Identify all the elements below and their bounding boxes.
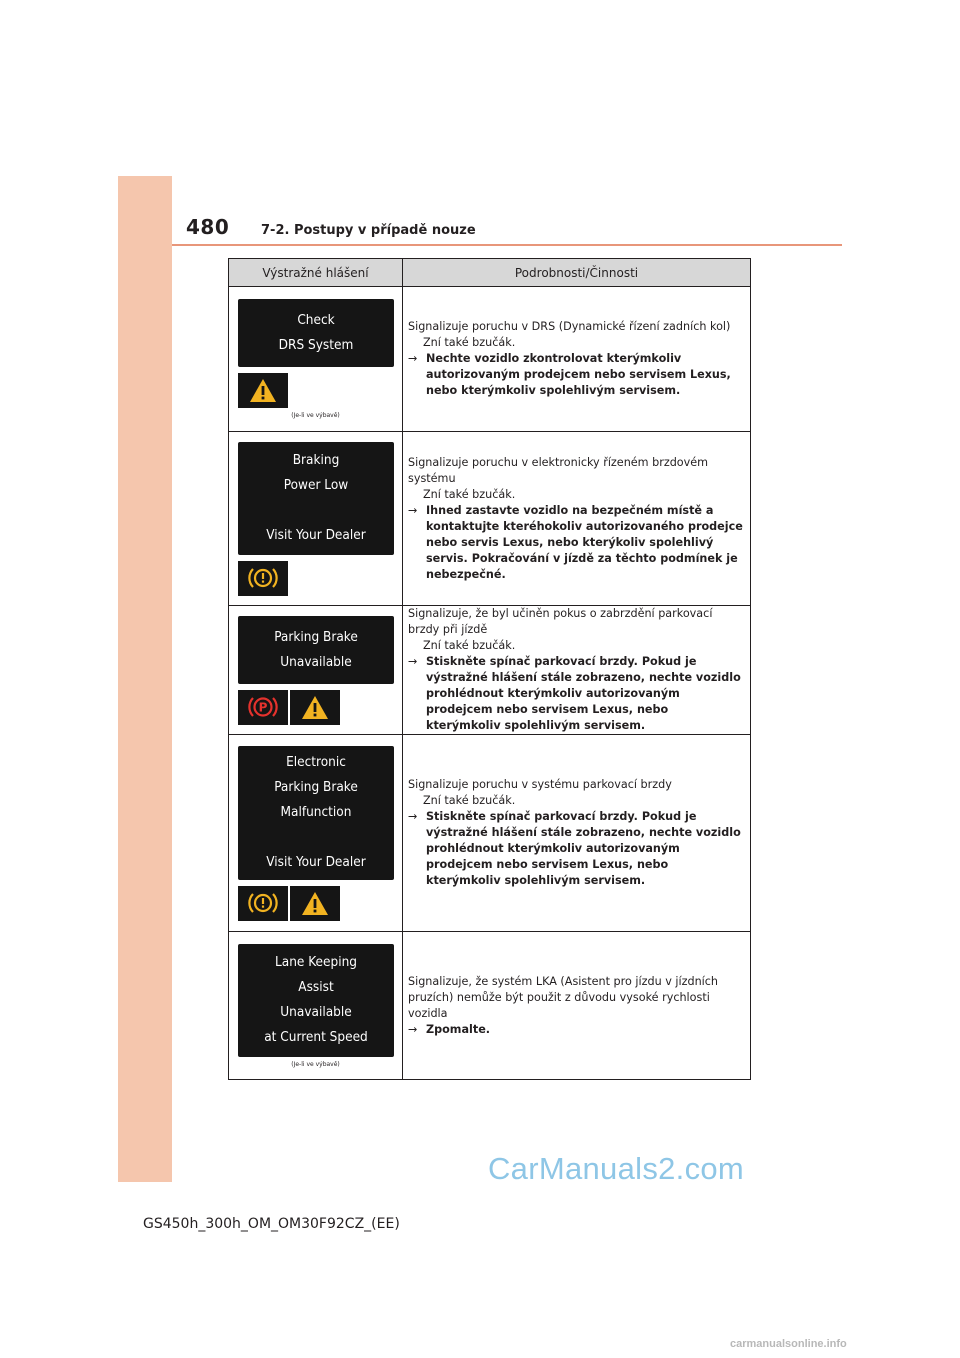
action-text <box>408 809 744 889</box>
table-header-row <box>229 259 751 287</box>
description-text: Signalizuje poruchu v elektronicky řízeném brzdovém systému <box>408 455 709 485</box>
indicator-icons <box>238 886 402 921</box>
header-rule <box>172 244 842 246</box>
description-text: Signalizuje poruchu v systému parkovací brzdy <box>408 778 672 791</box>
brake-system-warning-icon <box>238 886 288 921</box>
action-label: Zpomalte. <box>426 1022 491 1036</box>
column-header-details: Podrobnosti/Činnosti <box>403 259 751 287</box>
display-screen <box>238 442 394 555</box>
screen-line: Lane Keeping <box>275 954 357 970</box>
screen-line: Braking <box>292 452 340 468</box>
screen-line: Malfunction <box>280 804 352 820</box>
brake-system-warning-icon <box>238 561 288 596</box>
parking-brake-icon <box>238 690 288 725</box>
equipment-note: (Je-li ve výbavě) <box>291 1060 340 1068</box>
display-screen <box>238 944 394 1057</box>
display-screen <box>238 299 394 367</box>
action-label: Stiskněte spínač parkovací brzdy. Pokud je výstražné hlášení stále zobrazeno, nechte vozidlo prohlédnout kterýmkoliv autorizovaným prodejcem nebo servisem Lexus, nebo kterýmkoliv spolehlivým servisem. <box>426 810 741 887</box>
screen-line: Check <box>297 312 335 328</box>
screen-line: Parking Brake <box>274 779 358 795</box>
page-number: 480 <box>186 215 230 239</box>
action-text <box>408 654 744 734</box>
buzzer-note: Zní také bzučák. <box>423 794 516 807</box>
warning-triangle-icon <box>290 886 340 921</box>
svg-text:P: P <box>258 700 268 715</box>
watermark-secondary: carmanualsonline.info <box>730 1338 847 1350</box>
details-cell <box>403 735 751 932</box>
arrow-icon: → <box>408 352 418 365</box>
arrow-icon: → <box>408 503 418 517</box>
arrow-icon: → <box>408 810 418 823</box>
buzzer-note: Zní také bzučák. <box>423 336 516 349</box>
action-text <box>408 503 744 583</box>
screen-gap <box>238 498 394 523</box>
details-cell <box>403 606 751 735</box>
column-header-message: Výstražné hlášení <box>229 259 403 287</box>
screen-line: at Current Speed <box>264 1029 368 1045</box>
description-text: Signalizuje poruchu v DRS (Dynamické řízení zadních kol) <box>408 320 731 333</box>
watermark-primary: CarManuals2.com <box>488 1151 745 1186</box>
screen-gap <box>238 825 394 850</box>
indicator-icons <box>238 373 402 408</box>
action-label: Ihned zastavte vozidlo na bezpečném místě a kontaktujte kteréhokoliv autorizovaného prodejce nebo servis Lexus, nebo kterýkoliv spolehlivý servis. Pokračování v jízdě za těchto podmínek je nebezpečné. <box>426 503 743 581</box>
document-code: GS450h_300h_OM_OM30F92CZ_(EE) <box>143 1216 400 1232</box>
action-label: Stiskněte spínač parkovací brzdy. Pokud je výstražné hlášení stále zobrazeno, nechte vozidlo prohlédnout kterýmkoliv autorizovaným prodejcem nebo servisem Lexus, nebo kterýmkoliv spolehlivým servisem. <box>426 655 741 732</box>
table-row <box>229 606 751 735</box>
screen-line: Unavailable <box>280 653 352 670</box>
description-text: Signalizuje, že systém LKA (Asistent pro jízdu v jízdních pruzích) nemůže být použit z důvodu vysoké rychlosti vozidla <box>408 974 719 1020</box>
arrow-icon: → <box>408 1022 418 1036</box>
buzzer-note: Zní také bzučák. <box>423 639 516 652</box>
screen-line: Visit Your Dealer <box>266 527 366 543</box>
screen-line: Electronic <box>286 754 346 770</box>
description-text: Signalizuje, že byl učiněn pokus o zabrzdění parkovací brzdy při jízdě <box>408 607 713 636</box>
arrow-icon: → <box>408 655 418 668</box>
warning-message-table <box>228 258 751 1080</box>
screen-line: Parking Brake <box>274 628 358 645</box>
message-cell <box>229 287 403 432</box>
screen-line: Power Low <box>283 477 349 493</box>
message-cell <box>229 932 403 1080</box>
table-row <box>229 735 751 932</box>
warning-triangle-icon <box>290 690 340 725</box>
message-cell <box>229 432 403 606</box>
indicator-icons <box>238 690 402 725</box>
action-label: Nechte vozidlo zkontrolovat kterýmkoliv autorizovaným prodejcem nebo servisem Lexus, nebo kterýmkoliv spolehlivým servisem. <box>426 352 731 397</box>
table-row <box>229 932 751 1080</box>
details-cell <box>403 432 751 606</box>
action-text <box>408 1022 744 1038</box>
details-cell <box>403 287 751 432</box>
warning-triangle-icon <box>238 373 288 408</box>
message-cell <box>229 735 403 932</box>
equipment-note: (Je-li ve výbavě) <box>291 412 340 419</box>
display-screen <box>238 616 394 684</box>
buzzer-note: Zní také bzučák. <box>423 487 516 501</box>
screen-line: Visit Your Dealer <box>266 854 366 870</box>
screen-line: Unavailable <box>280 1004 352 1020</box>
indicator-icons <box>238 561 402 596</box>
side-color-band <box>118 176 172 1182</box>
display-screen <box>238 746 394 880</box>
table-row <box>229 432 751 606</box>
screen-line: DRS System <box>278 337 354 353</box>
section-title: 7-2. Postupy v případě nouze <box>261 223 476 238</box>
message-cell <box>229 606 403 735</box>
action-text <box>408 351 744 399</box>
table-row <box>229 287 751 432</box>
screen-line: Assist <box>298 979 334 995</box>
details-cell <box>403 932 751 1080</box>
